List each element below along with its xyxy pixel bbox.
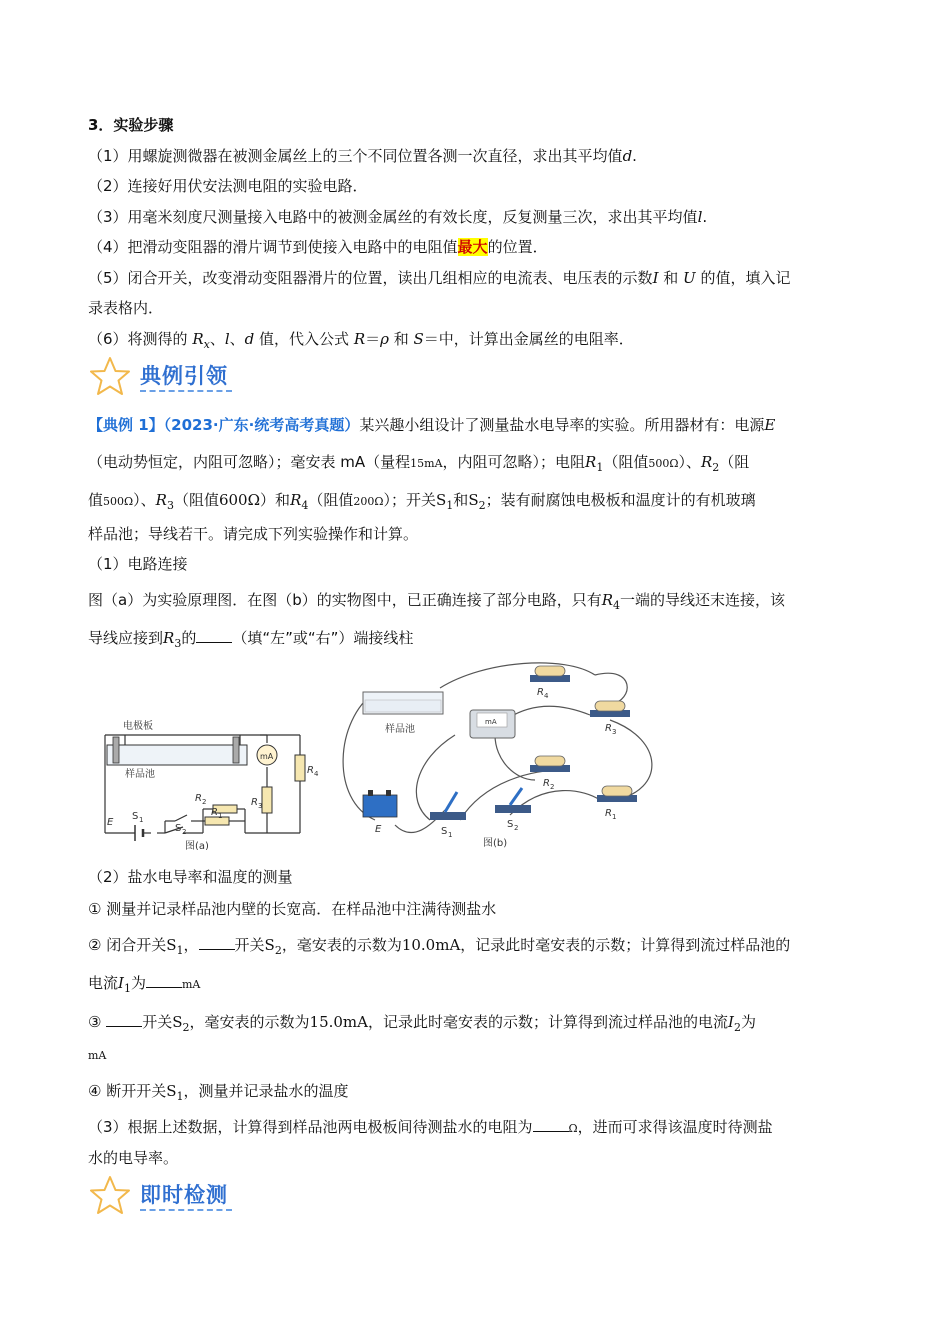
answer-blank[interactable] — [196, 628, 232, 643]
highlight-max: 最大 — [457, 238, 488, 256]
question-2-step-3: ③ 开关$S_2$，毫安表的示数为15.0mA，记录此时毫安表的示数；计算得到流过样品池的电流$I_2$为 — [88, 1013, 756, 1034]
caption-b: 图(b) — [483, 838, 508, 849]
label-s2: S — [175, 823, 182, 834]
b-resistor-r3 — [590, 701, 630, 717]
steps-heading: 3．实验步骤 — [88, 116, 174, 134]
b-label-r2-sub: 2 — [550, 783, 555, 791]
b-label-s2: S — [507, 819, 514, 830]
question-2-heading: （2）盐水电导率和温度的测量 — [88, 868, 293, 886]
label-r2: R — [195, 793, 202, 804]
label-s1: S — [132, 811, 139, 822]
step-5: （5）闭合开关，改变滑动变阻器滑片的位置，读出几组相应的电流表、电压表的示数I 和 U 的值，填入记 — [88, 269, 791, 287]
answer-blank[interactable] — [533, 1117, 569, 1132]
question-1-heading: （1）电路连接 — [88, 555, 188, 573]
b-label-r2: R — [543, 778, 550, 789]
b-label-pool: 样品池 — [385, 724, 415, 735]
star-outline-icon — [88, 356, 132, 398]
b-label-r3-sub: 3 — [612, 728, 617, 736]
example-intro: 【典例 1】（2023·广东·统考高考真题）某兴趣小组设计了测量盐水电导率的实验。所用器材有：电源E — [88, 416, 776, 434]
label-pool: 样品池 — [125, 769, 155, 780]
step-3: （3）用毫米刻度尺测量接入电路中的被测金属丝的有效长度，反复测量三次，求出其平均值l. — [88, 208, 708, 226]
answer-blank[interactable] — [146, 973, 182, 988]
circuit-photo-b — [335, 660, 675, 850]
circuit-diagram-a — [95, 715, 325, 850]
label-r3-sub: 3 — [258, 802, 263, 810]
step-2: （2）连接好用伏安法测电阻的实验电路． — [88, 177, 368, 195]
question-1-line-1: 图（a）为实验原理图．在图（b）的实物图中，已正确连接了部分电路，只有$R_4$一端的导线还末连接，该 — [88, 591, 786, 612]
question-2-step-2-cont: 电流$I_1$为 mA — [88, 974, 201, 995]
b-switch-s1 — [430, 792, 466, 820]
label-r1-sub: 1 — [218, 812, 223, 820]
section-underline — [140, 390, 232, 392]
b-label-e: E — [375, 824, 382, 835]
example-line-3: 值500Ω）、$R_3$（阻值600Ω）和$R_4$（阻值200Ω）；开关$S_1$和$S_2$；装有耐腐蚀电极板和温度计的有机玻璃 — [88, 491, 756, 512]
b-label-ammeter: mA — [485, 718, 497, 726]
section-title: 典例引领 — [140, 364, 228, 388]
b-label-r1: R — [605, 808, 612, 819]
b-label-r1-sub: 1 — [612, 813, 617, 821]
b-label-s1-sub: 1 — [448, 831, 453, 839]
b-switch-s2 — [495, 788, 531, 813]
question-3: （3）根据上述数据，计算得到样品池两电极板间待测盐水的电阻为 Ω，进而可求得该温度时待测盐 — [88, 1118, 773, 1136]
b-resistor-r1 — [597, 786, 637, 802]
b-label-r4-sub: 4 — [544, 692, 549, 700]
example-line-2: （电动势恒定，内阻可忽略）；毫安表 mA（量程15mA，内阻可忽略）；电阻$R_1$（阻值500Ω）、$R_2$（阻 — [88, 453, 750, 474]
b-resistor-r4 — [530, 666, 570, 682]
label-ammeter: mA — [260, 752, 274, 761]
answer-blank[interactable] — [106, 1012, 142, 1027]
star-outline-icon — [88, 1175, 132, 1217]
step-1: （1）用螺旋测微器在被测金属丝上的三个不同位置各测一次直径，求出其平均值d. — [88, 147, 637, 165]
example-source: （2023·广东·统考高考真题） — [163, 416, 360, 434]
b-label-s2-sub: 2 — [514, 824, 519, 832]
b-label-r4: R — [537, 687, 544, 698]
label-s2-sub: 2 — [182, 828, 187, 836]
example-line-4: 样品池；导线若干。请完成下列实验操作和计算。 — [88, 525, 419, 543]
label-e: E — [107, 817, 114, 828]
question-2-step-1: ① 测量并记录样品池内壁的长宽高．在样品池中注满待测盐水 — [88, 900, 497, 918]
example-tag: 【典例 1】 — [88, 416, 164, 434]
answer-blank[interactable] — [199, 935, 235, 950]
label-s1-sub: 1 — [139, 816, 144, 824]
label-r3: R — [251, 797, 258, 808]
step-4: （4）把滑动变阻器的滑片调节到使接入电路中的电阻值最大的位置． — [88, 238, 548, 256]
question-1-line-2: 导线应接到$R_3$的 （填“左”或“右”）端接线柱 — [88, 629, 414, 650]
question-2-step-2: ② 闭合开关$S_1$， 开关$S_2$，毫安表的示数为10.0mA，记录此时毫安表的示数；计算得到流过样品池的 — [88, 936, 791, 957]
caption-a: 图(a) — [185, 841, 209, 850]
b-label-s1: S — [441, 826, 448, 837]
section-underline — [140, 1209, 232, 1211]
step-6: （6）将测得的 $R_x$、l、d 值，代入公式 R＝ρ 和 S＝中，计算出金属丝的电阻率． — [88, 330, 634, 351]
label-r4-sub: 4 — [314, 770, 319, 778]
label-r2-sub: 2 — [202, 798, 207, 806]
label-electrode: 电极板 — [123, 721, 153, 732]
question-2-step-3-unit: mA — [88, 1049, 107, 1062]
label-r1: R — [211, 807, 218, 818]
b-resistor-r2 — [530, 756, 570, 772]
question-2-step-4: ④ 断开开关$S_1$，测量并记录盐水的温度 — [88, 1082, 349, 1103]
section-title: 即时检测 — [140, 1183, 228, 1207]
label-r4: R — [307, 765, 314, 776]
step-5-cont: 录表格内． — [88, 299, 164, 317]
b-label-r3: R — [605, 723, 612, 734]
question-3-cont: 水的电导率。 — [88, 1149, 179, 1167]
